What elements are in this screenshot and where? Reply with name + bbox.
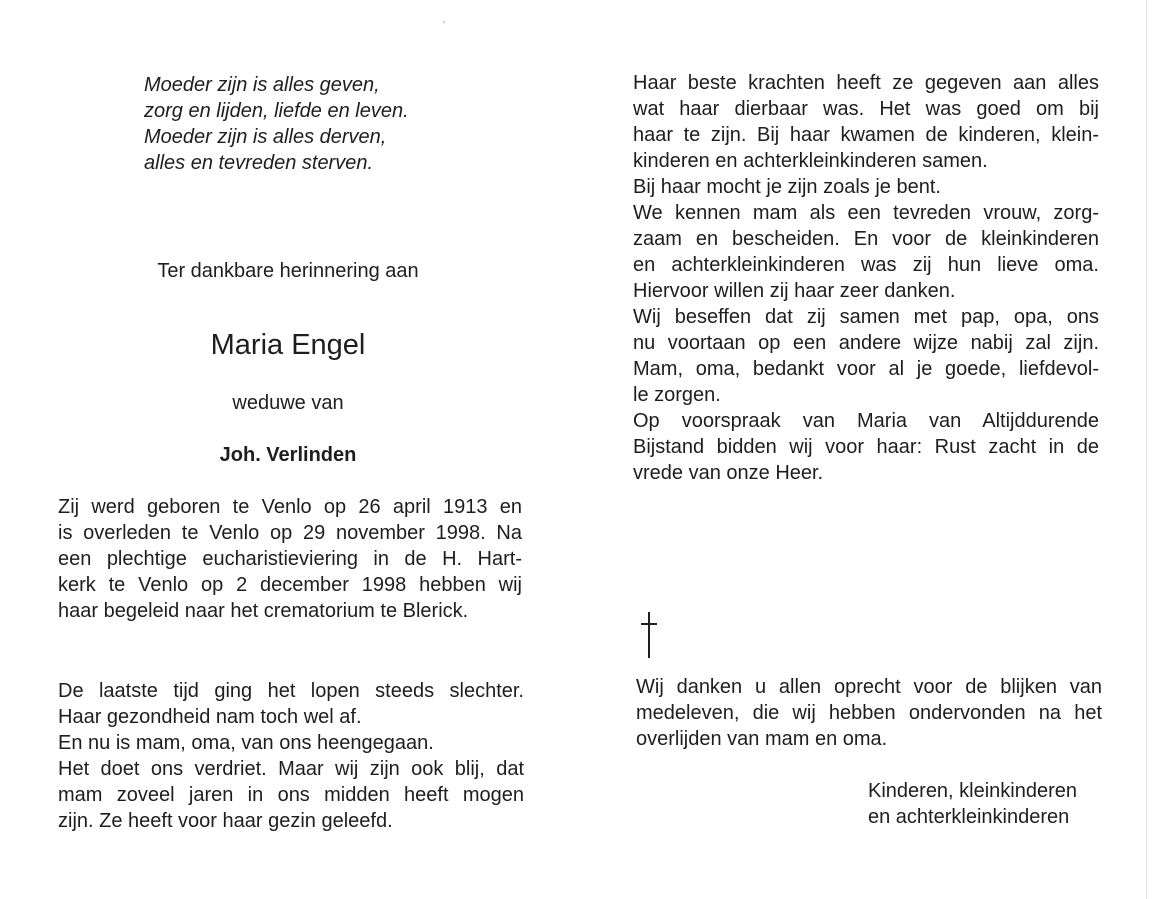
- paragraph-line: Bijstand bidden wij voor haar: Rust zacht in de: [633, 436, 1099, 458]
- poem: [144, 72, 409, 176]
- paragraph-line: medeleven, die wij hebben ondervonden na het: [636, 702, 1102, 724]
- scan-speck: [443, 21, 445, 23]
- paragraph-line: zaam en bescheiden. En voor de kleinkinderen: [633, 228, 1099, 250]
- thanks-paragraph: [636, 674, 1102, 752]
- paragraph-line: wat haar dierbaar was. Het was goed om bij: [633, 98, 1099, 120]
- paragraph-line: Mam, oma, bedankt voor al je goede, liefdevol-: [633, 358, 1099, 380]
- life-paragraph: [633, 70, 1099, 486]
- widow-of-label: weduwe van: [232, 392, 344, 414]
- poem-line: zorg en lijden, liefde en leven.: [144, 100, 409, 122]
- paragraph-line: kerk te Venlo op 2 december 1998 hebben wij: [58, 574, 522, 596]
- paragraph-line: Zij werd geboren te Venlo op 26 april 1913 en: [58, 496, 522, 518]
- paragraph-line: is overleden te Venlo op 29 november 1998. Na: [58, 522, 522, 544]
- paragraph-line: De laatste tijd ging het lopen steeds slechter.: [58, 680, 524, 702]
- paragraph-line: vrede van onze Heer.: [633, 462, 824, 484]
- paragraph-line: een plechtige eucharistieviering in de H. Hart-: [58, 548, 522, 570]
- paragraph-line: Haar gezondheid nam toch wel af.: [58, 706, 362, 728]
- cross-icon: [637, 612, 661, 660]
- paragraph-line: zijn. Ze heeft voor haar gezin geleefd.: [58, 810, 393, 832]
- husband-name: Joh. Verlinden: [219, 444, 357, 466]
- paragraph-line: Wij beseffen dat zij samen met pap, opa, ons: [633, 306, 1099, 328]
- paragraph-line: mam zoveel jaren in ons midden heeft mogen: [58, 784, 524, 806]
- paragraph-line: haar begeleid naar het crematorium te Blerick.: [58, 600, 469, 622]
- paragraph-line: Bij haar mocht je zijn zoals je bent.: [633, 176, 941, 198]
- paragraph-line: We kennen mam als een tevreden vrouw, zorg-: [633, 202, 1099, 224]
- deceased-name: Maria Engel: [210, 329, 366, 361]
- paragraph-line: le zorgen.: [633, 384, 721, 406]
- paragraph-line: Hiervoor willen zij haar zeer danken.: [633, 280, 956, 302]
- dedication-text: Ter dankbare herinnering aan: [157, 260, 419, 282]
- paragraph-line: Het doet ons verdriet. Maar wij zijn ook blij, dat: [58, 758, 524, 780]
- paragraph-line: Wij danken u allen oprecht voor de blijken van: [636, 676, 1102, 698]
- paragraph-line: En nu is mam, oma, van ons heengegaan.: [58, 732, 434, 754]
- paragraph-line: en achterkleinkinderen was zij hun lieve oma.: [633, 254, 1099, 276]
- poem-line: Moeder zijn is alles geven,: [144, 74, 380, 96]
- paragraph-line: Haar beste krachten heeft ze gegeven aan alles: [633, 72, 1099, 94]
- paragraph-line: nu voortaan op een andere wijze nabij zal zijn.: [633, 332, 1099, 354]
- signature-line: en achterkleinkinderen: [868, 806, 1070, 828]
- card-edge-line: [1146, 0, 1147, 899]
- signature-line: Kinderen, kleinkinderen: [868, 780, 1078, 802]
- last-time-paragraph: [58, 678, 524, 834]
- poem-line: alles en tevreden sterven.: [144, 152, 374, 174]
- paragraph-line: kinderen en achterkleinkinderen samen.: [633, 150, 988, 172]
- signature: [868, 778, 1100, 830]
- poem-line: Moeder zijn is alles derven,: [144, 126, 387, 148]
- paragraph-line: haar te zijn. Bij haar kwamen de kinderen, klein-: [633, 124, 1099, 146]
- birth-paragraph: [58, 494, 522, 624]
- paragraph-line: Op voorspraak van Maria van Altijddurende: [633, 410, 1099, 432]
- paragraph-line: overlijden van mam en oma.: [636, 728, 888, 750]
